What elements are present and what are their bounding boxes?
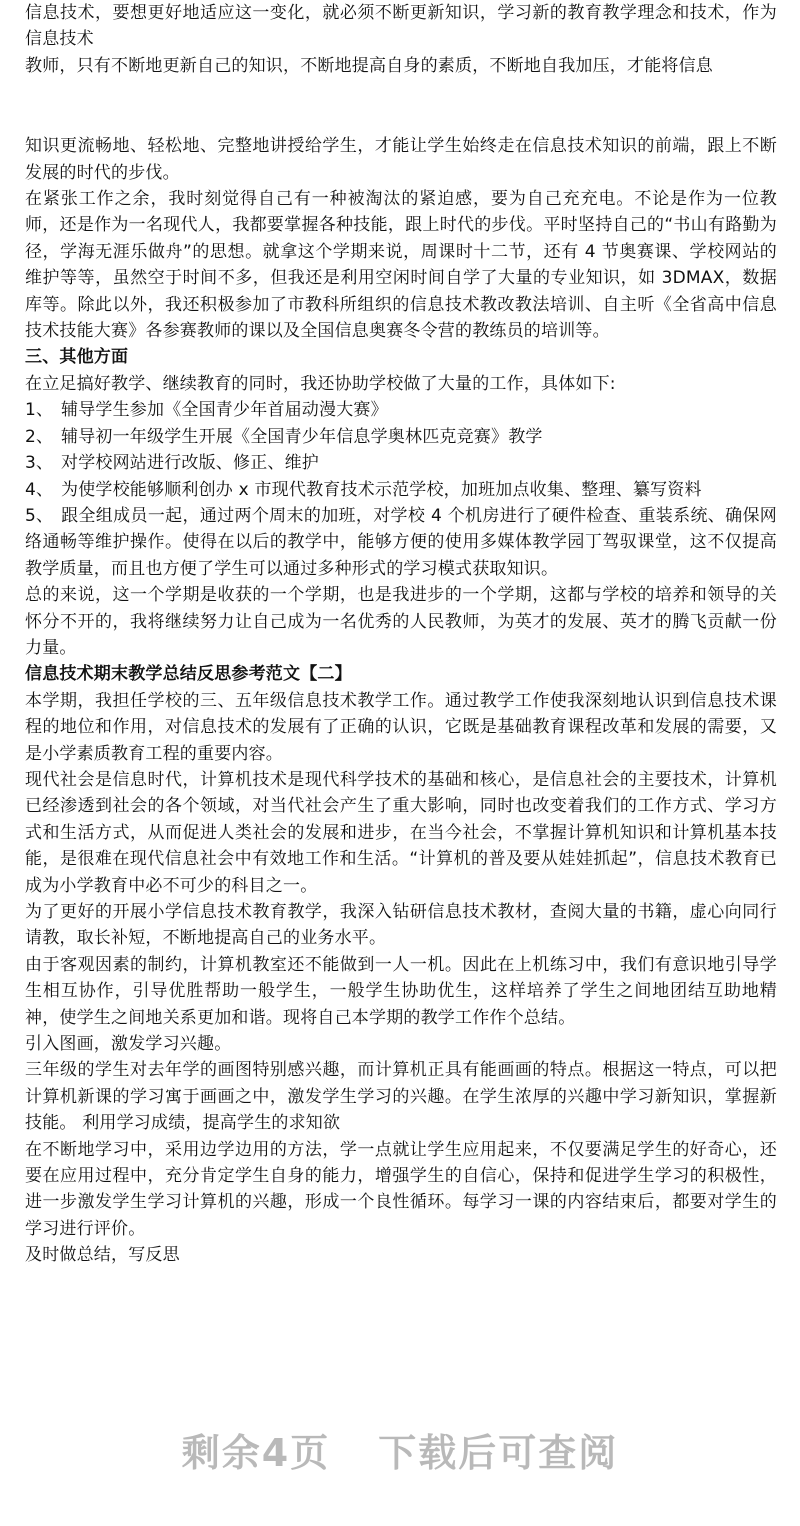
paragraph: 在不断地学习中，采用边学边用的方法，学一点就让学生应用起来，不仅要满足学生的好奇心，还要在应用过程中，充分肯定学生自身的能力，增强学生的自信心，保持和促进学生学习的积极性，进一步激发学生学习计算机的兴趣，形成一个良性循环。每学习一课的内容结束后，都要对学生的学习进行评价。 [25, 1139, 777, 1239]
paragraph-cut-top: 信息技术，要想更好地适应这一变化，就必须不断更新知识，学习新的教育教学理念和技术，作为信息技术 [25, 3, 777, 50]
list-number: 1、 [25, 400, 54, 421]
download-prompt[interactable] [0, 1418, 800, 1488]
paragraph: 为了更好的开展小学信息技术教育教学，我深入钻研信息技术教材，查阅大量的书籍，虚心向同行请教，取长补短，不断地提高自己的业务水平。 [25, 902, 777, 949]
list-item [25, 477, 777, 503]
list-text: 跟全组成员一起，通过两个周末的加班，对学校 4 个机房进行了硬件检查、重装系统、确保网络通畅等维护操作。使得在以后的教学中，能够方便的使用多媒体教学园丁驾驭课堂，这不仅提高教学质量，而且也方便了学生可以通过多种形式的学习模式获取知识。 [25, 505, 777, 579]
section-heading: 信息技术期末教学总结反思参考范文【二】 [25, 664, 352, 685]
list-item [25, 503, 777, 582]
list-text: 辅导初一年级学生开展《全国青少年信息学奥林匹克竞赛》教学 [61, 426, 543, 447]
list-number: 3、 [25, 453, 54, 474]
paragraph: 三年级的学生对去年学的画图特别感兴趣，而计算机正具有能画画的特点。根据这一特点，可以把计算机新课的学习寓于画画之中，激发学生学习的兴趣。在学生浓厚的兴趣中学习新知识，掌握新技能。 利用学习成绩，提高学生的求知欲 [25, 1060, 777, 1134]
paragraph: 本学期，我担任学校的三、五年级信息技术教学工作。通过教学工作使我深刻地认识到信息技术课程的地位和作用，对信息技术的发展有了正确的认识，它既是基础教育课程改革和发展的需要，又是小学素质教育工程的重要内容。 [25, 690, 777, 764]
list-text: 对学校网站进行改版、修正、维护 [61, 453, 319, 474]
paragraph: 教师，只有不断地更新自己的知识，不断地提高自身的素质，不断地自我加压，才能将信息 [25, 55, 713, 76]
download-to-view-label: 下载后可查阅 [378, 1431, 619, 1475]
remaining-pages-label: 剩余4页 [181, 1431, 331, 1475]
page-gap [25, 79, 777, 133]
paragraph: 及时做总结，写反思 [25, 1245, 180, 1266]
paragraph: 在紧张工作之余，我时刻觉得自己有一种被淘汰的紧迫感，要为自己充充电。不论是作为一位教师，还是作为一名现代人，我都要掌握各种技能，跟上时代的步伐。平时坚持自己的“书山有路勤为径，学海无涯乐做舟”的思想。就拿这个学期来说，周课时十二节，还有 4 节奥赛课、学校网站的维护等等，虽然空于时间不多，但我还是利用空闲时间自学了大量的专业知识，如 3DMAX，数据库等。除此以外，我还积极参加了市教科所组织的信息技术教改教法培训、自主听《全省高中信息技术技能大赛》各参赛教师的课以及全国信息奥赛冬令营的教练员的培训等。 [25, 189, 777, 342]
paragraph: 知识更流畅地、轻松地、完整地讲授给学生，才能让学生始终走在信息技术知识的前端，跟上不断发展的时代的步伐。 [25, 136, 777, 183]
paragraph: 总的来说，这一个学期是收获的一个学期，也是我进步的一个学期，这都与学校的培养和领导的关怀分不开的，我将继续努力让自己成为一名优秀的人民教师，为英才的发展、英才的腾飞贡献一份力量。 [25, 585, 777, 658]
list-item [25, 397, 777, 423]
document-body [25, 0, 777, 1269]
list-number: 2、 [25, 426, 54, 447]
paragraph: 现代社会是信息时代，计算机技术是现代科学技术的基础和核心，是信息社会的主要技术，计算机已经渗透到社会的各个领域，对当代社会产生了重大影响，同时也改变着我们的工作方式、学习方式和生活方式，从而促进人类社会的发展和进步，在当今社会，不掌握计算机知识和计算机基本技能，是很难在现代信息社会中有效地工作和生活。“计算机的普及要从娃娃抓起”，信息技术教育已成为小学教育中必不可少的科目之一。 [25, 769, 777, 896]
list-item [25, 450, 777, 476]
section-heading: 三、其他方面 [25, 347, 129, 368]
paragraph: 由于客观因素的制约，计算机教室还不能做到一人一机。因此在上机练习中，我们有意识地引导学生相互协作，引导优胜帮助一般学生，一般学生协助优生，这样培养了学生之间地团结互助地精神，使学生之间地关系更加和谐。现将自己本学期的教学工作作个总结。 [25, 954, 777, 1028]
paragraph: 在立足搞好教学、继续教育的同时，我还协助学校做了大量的工作，具体如下: [25, 373, 616, 394]
paragraph: 引入图画，激发学习兴趣。 [25, 1034, 232, 1055]
list-text: 辅导学生参加《全国青少年首届动漫大赛》 [61, 400, 388, 421]
list-text: 为使学校能够顺利创办 x 市现代教育技术示范学校，加班加点收集、整理、纂写资料 [61, 479, 702, 500]
list-item [25, 424, 777, 450]
list-number: 4、 [25, 479, 54, 500]
list-number: 5、 [25, 505, 54, 526]
task-list [25, 397, 777, 582]
